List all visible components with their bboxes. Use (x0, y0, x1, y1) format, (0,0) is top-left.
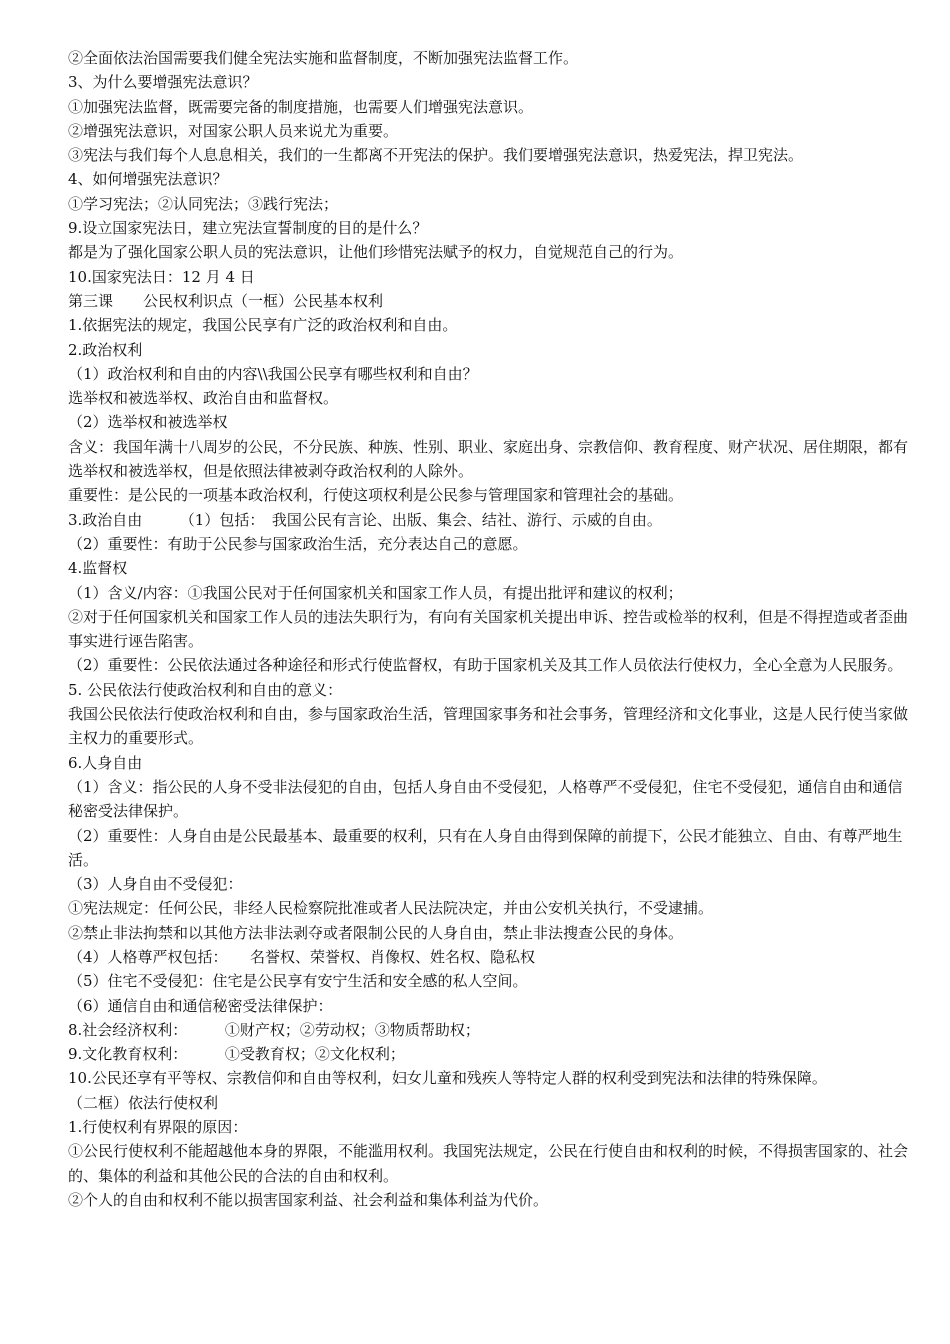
text-line: 都是为了强化国家公职人员的宪法意识，让他们珍惜宪法赋予的权力，自觉规范自己的行为。 (68, 243, 684, 262)
lesson-heading: 第三课 公民权利识点（一框）公民基本权利 (68, 291, 384, 310)
text-line: ②个人的自由和权利不能以损害国家利益、社会利益和集体利益为代价。 (68, 1190, 549, 1209)
section-heading: 3.政治自由 （1）包括： 我国公民有言论、出版、集会、结社、游行、示威的自由。 (68, 510, 662, 529)
section-heading: 2.政治权利 (68, 340, 143, 359)
subsection-heading: （3）人身自由不受侵犯： (68, 875, 243, 894)
text-line: ②全面依法治国需要我们健全宪法实施和监督制度，不断加强宪法监督工作。 (68, 49, 579, 67)
text-line: ①学习宪法；②认同宪法；③践行宪法； (68, 194, 339, 213)
section-heading: 6.人身自由 (68, 753, 143, 772)
text-line: 选举权和被选举权、政治自由和监督权。 (68, 389, 339, 408)
section-heading: 8.社会经济权利： ①财产权；②劳动权；③物质帮助权； (68, 1020, 480, 1039)
subsection-heading: （6）通信自由和通信秘密受法律保护： (68, 996, 333, 1015)
question-heading: 4、如何增强宪法意识？ (68, 170, 228, 189)
text-line: （2）重要性：有助于公民参与国家政治生活，充分表达自己的意愿。 (68, 534, 528, 553)
text-line: ①宪法规定：任何公民，非经人民检察院批准或者人民法院决定，并由公安机关执行，不受逮捕。 (68, 899, 714, 918)
text-line: （5）住宅不受侵犯：住宅是公民享有安宁生活和安全感的私人空间。 (68, 972, 528, 991)
text-line: ③宪法与我们每个人息息相关，我们的一生都离不开宪法的保护。我们要增强宪法意识，热爱宪法，捍卫宪法。 (68, 146, 804, 165)
lesson-heading: （二框）依法行使权利 (68, 1093, 219, 1112)
text-line: 10.国家宪法日：12 月 4 日 (68, 267, 255, 286)
text-paragraph: 我国公民依法行使政治权利和自由，参与国家政治生活，管理国家事务和社会事务，管理经济和文化事业，这是人民行使当家做主权力的重要形式。 (68, 705, 909, 748)
question-heading: 9.设立国家宪法日，建立宪法宣誓制度的目的是什么？ (68, 219, 428, 238)
text-line: ②禁止非法拘禁和以其他方法非法剥夺或者限制公民的人身自由，禁止非法搜查公民的身体。 (68, 923, 684, 942)
text-line: 1.依据宪法的规定，我国公民享有广泛的政治权利和自由。 (68, 316, 458, 335)
text-line: 重要性：是公民的一项基本政治权利，行使这项权利是公民参与管理国家和管理社会的基础。 (68, 486, 684, 505)
text-line: ②增强宪法意识，对国家公职人员来说尤为重要。 (68, 121, 399, 140)
text-paragraph: （1）含义：指公民的人身不受非法侵犯的自由，包括人身自由不受侵犯，人格尊严不受侵犯，住宅不受侵犯，通信自由和通信秘密受法律保护。 (68, 777, 903, 821)
question-heading: 3、为什么要增强宪法意识？ (68, 73, 258, 92)
section-heading: 5. 公民依法行使政治权利和自由的意义： (68, 680, 343, 699)
text-paragraph: （2）重要性：公民依法通过各种途径和形式行使监督权，有助于国家机关及其工作人员依法行使权力，全心全意为人民服务。 (68, 656, 903, 675)
subsection-heading: （2）选举权和被选举权 (68, 413, 228, 432)
text-paragraph: ②对于任何国家机关和国家工作人员的违法失职行为，有向有关国家机关提出申诉、控告或检举的权利，但是不得捏造或者歪曲事实进行诬告陷害。 (68, 607, 909, 651)
text-line: 10.公民还享有平等权、宗教信仰和自由等权利，妇女儿童和残疾人等特定人群的权利受到宪法和法律的特殊保障。 (68, 1069, 827, 1088)
text-line: （1）政治权利和自由的内容\\我国公民享有哪些权利和自由？ (68, 364, 478, 383)
section-heading: 9.文化教育权利： ①受教育权；②文化权利； (68, 1045, 405, 1064)
text-paragraph: 含义：我国年满十八周岁的公民，不分民族、种族、性别、职业、家庭出身、宗教信仰、教育程度、财产状况、居住期限，都有选举权和被选举权，但是依照法律被剥夺政治权利的人除外。 (68, 437, 909, 481)
text-line: ①加强宪法监督，既需要完备的制度措施，也需要人们增强宪法意识。 (68, 97, 534, 116)
text-paragraph: ①公民行使权利不能超越他本身的界限，不能滥用权利。我国宪法规定，公民在行使自由和权利的时候，不得损害国家的、社会的、集体的利益和其他公民的合法的自由和权利。 (68, 1142, 909, 1185)
text-line: （4）人格尊严权包括： 名誉权、荣誉权、肖像权、姓名权、隐私权 (68, 947, 536, 966)
text-line: （1）含义/内容：①我国公民对于任何国家机关和国家工作人员，有提出批评和建议的权利； (68, 583, 683, 602)
section-heading: 4.监督权 (68, 559, 128, 578)
text-paragraph: （2）重要性：人身自由是公民最基本、最重要的权利，只有在人身自由得到保障的前提下，公民才能独立、自由、有尊严地生活。 (68, 826, 903, 869)
section-heading: 1.行使权利有界限的原因： (68, 1118, 248, 1137)
